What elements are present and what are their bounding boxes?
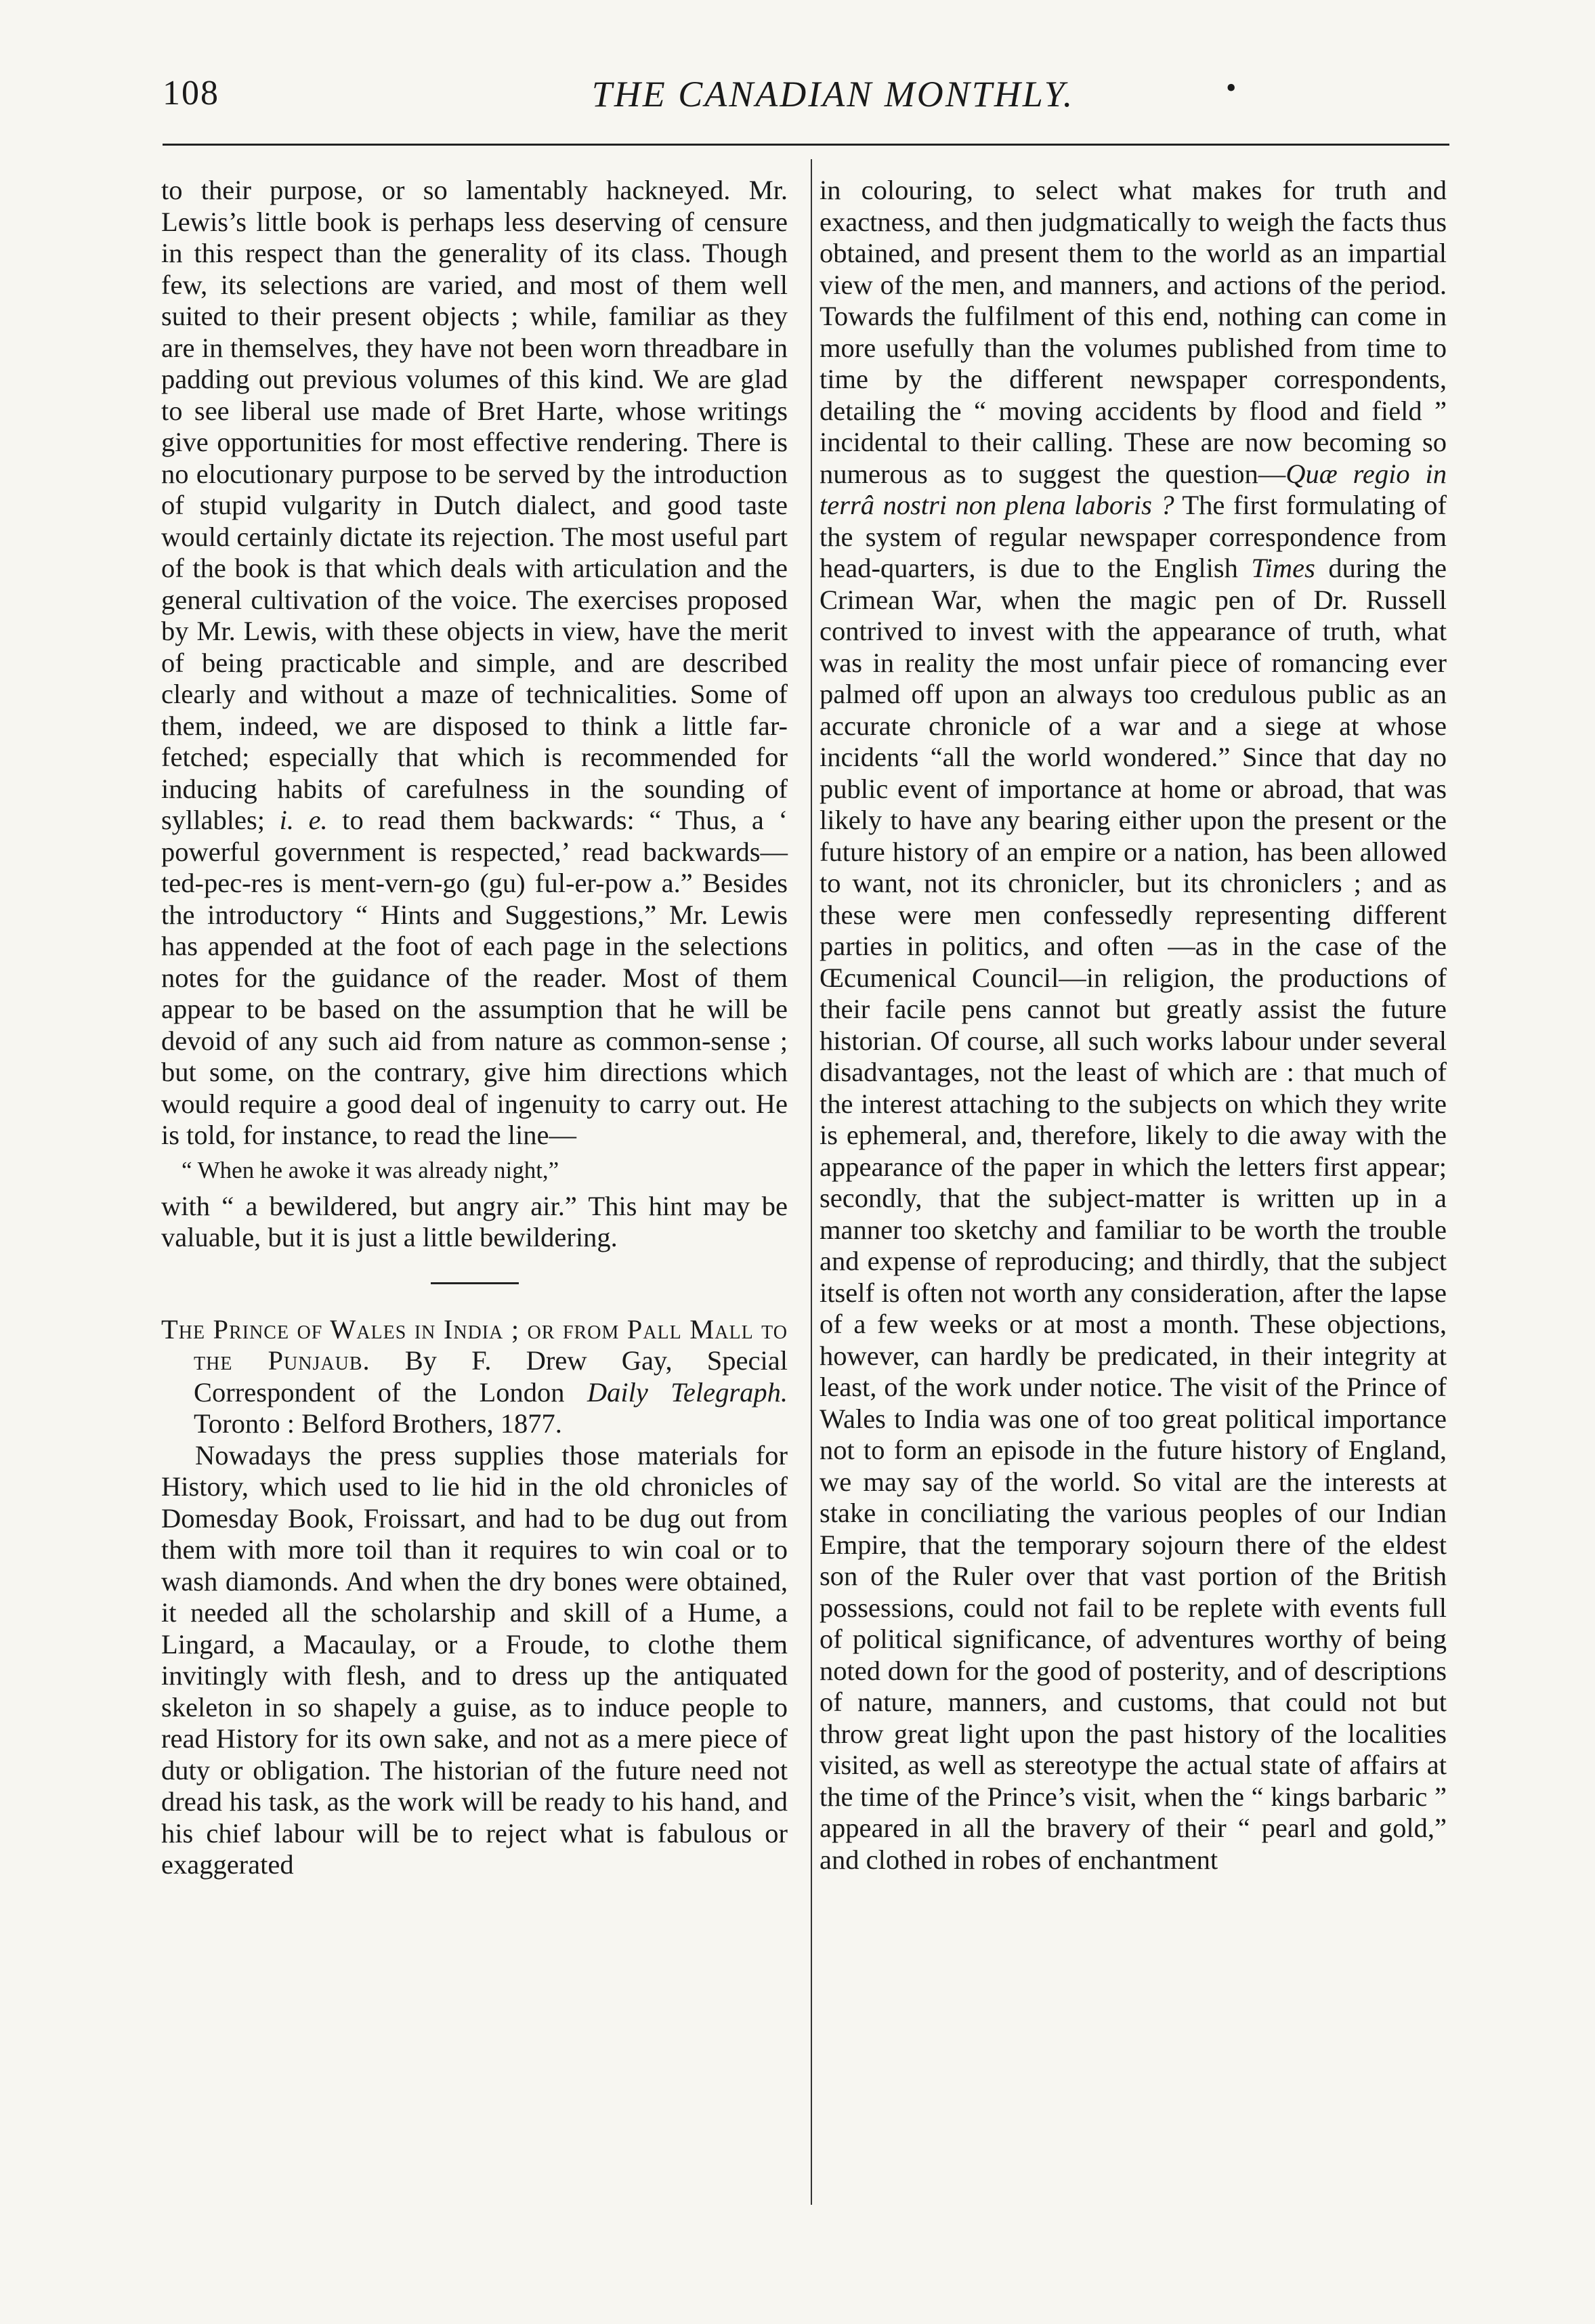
right-column	[820, 175, 1447, 1876]
book-newspaper: Daily Telegraph.	[587, 1376, 788, 1408]
running-title: THE CANADIAN MONTHLY.	[591, 74, 1075, 114]
book-publisher: Toronto : Belford Brothers, 1877.	[194, 1408, 562, 1439]
review-paragraph-continued: to their purpose, or so lamentably hackneyed. Mr. Lewis’s little book is perhaps less deserving of censure in this respect than the generality of its class. Though few, its selections are varied, and most of them well suited to their present objects ; while, familiar as they are in themselves, they have not been worn threadbare in padding out previous volumes of this kind. We are glad to see liberal use made of Bret Harte, whose writings give opportunities for most effective rendering. There is no elocutionary purpose to be served by the introduction of stupid vulgarity in Dutch dialect, and good taste would certainly dictate its rejection. The most useful part of the book is that which deals with articulation and the general cultivation of the voice. The exercises proposed by Mr. Lewis, with these objects in view, have the merit of being practicable and simple, and are described clearly and without a maze of technicalities. Some of them, indeed, we are disposed to think a little far-fetched; especially that which is recommended for inducing habits of carefulness in the sounding of syllables; i. e. to read them backwards: “ Thus, a ‘ powerful government is respected,’ read backwards—ted-pec-res is ment-vern-go (gu) ful-er-pow a.” Besides the introductory “ Hints and Suggestions,” Mr. Lewis has appended at the foot of each page in the selections notes for the guidance of the reader. Most of them appear to be based on the assumption that he will be devoid of any such aid from nature as common-sense ; but some, on the contrary, give him directions which would require a good deal of ingenuity to carry out. He is told, for instance, to read the line—	[161, 175, 788, 1150]
section-rule	[431, 1282, 519, 1284]
page-header	[163, 73, 1449, 127]
review-body-paragraph: Nowadays the press supplies those materials for History, which used to lie hid in the old chronicles of Domesday Book, Froissart, and had to be dug out from them with more toil than it requires to win coal or to wash diamonds. And when the dry bones were obtained, it needed all the scholarship and skill of a Hume, a Lingard, a Macaulay, or a Froude, to clothe them invitingly with flesh, and to dress up the antiquated skeleton in so shapely a guise, as to induce people to read History for its own sake, and not as a mere piece of duty or obligation. The historian of the future need not dread his task, as the work will be ready to his hand, and his chief labour will be to reject what is fabulous or exaggerated	[161, 1439, 788, 1880]
left-column	[161, 175, 788, 1881]
book-heading	[161, 1314, 788, 1440]
column-divider	[811, 159, 812, 2205]
header-dot: •	[1226, 71, 1237, 104]
review-body-continued: in colouring, to select what makes for truth and exactness, and then judgmatically to weigh the facts thus obtained, and present them to the world as an impartial view of the men, and manners, and actions of the period. Towards the fulfilment of this end, nothing can come in more usefully than the volumes published from time to time by the different newspaper correspondents, detailing the “ moving accidents by flood and field ” incidental to their calling. These are now becoming so numerous as to suggest the question—Quæ regio in terrâ nostri non plena laboris ? The first formulating of the system of regular newspaper correspondence from head-quarters, is due to the English Times during the Crimean War, when the magic pen of Dr. Russell contrived to invest with the appearance of truth, what was in reality the most unfair piece of romancing ever palmed off upon an always too credulous public as an accurate chronicle of a war and a siege at whose incidents “all the world wondered.” Since that day no public event of importance at home or abroad, that was likely to have any bearing either upon the present or the future history of an empire or a nation, has been allowed to want, not its chronicler, but its chroniclers ; and as these were men confessedly representing different parties in politics, and often —as in the case of the Œcumenical Council—in religion, the productions of their facile pens cannot but greatly assist the future historian. Of course, all such works labour under several disadvantages, not the least of which are : that much of the interest attaching to the subjects on which they write is ephemeral, and, therefore, likely to die away with the appearance of the paper in which the letters first appear; secondly, that the subject-matter is written up in a manner too sketchy and familiar to be worth the trouble and expense of reproducing; and thirdly, that the subject itself is often not worth any consideration, after the lapse of a few weeks or at most a month. These objections, however, can hardly be predicated, in their integrity at least, of the work under notice. The visit of the Prince of Wales to India was one of too great political importance not to form an episode in the future history of England, we may say of the world. So vital are the interests at stake in conciliating the various peoples of our Indian Empire, that the temporary sojourn there of the eldest son of the Ruler over that vast portion of the British possessions, could not fail to be replete with events full of political significance, of adventures worthy of being noted down for the good of posterity, and of descriptions of nature, manners, and customs, that could not but throw great light upon the past history of the localities visited, as well as stereotype the actual state of affairs at the time of the Prince’s visit, when the “ kings barbaric ” appeared in all the bravery of their “ pearl and gold,” and clothed in robes of enchantment	[820, 175, 1447, 1875]
times-newspaper: Times	[1251, 553, 1315, 583]
header-rule	[163, 144, 1449, 146]
book-byline: By F. Drew Gay, Special Correspondent of the London	[194, 1345, 788, 1408]
book-title: The Prince of Wales in India ; or from Pall Mall to the Punjaub.	[161, 1313, 788, 1376]
latin-quote: Quæ regio in terrâ nostri non plena laboris ?	[820, 458, 1447, 520]
page-number: 108	[163, 74, 219, 112]
ie-abbreviation: i. e.	[279, 805, 328, 835]
quoted-verse-line: “ When he awoke it was already night,”	[182, 1156, 559, 1183]
review-closing-paragraph: with “ a bewildered, but angry air.” This hint may be valuable, but it is just a little bewildering.	[161, 1190, 788, 1252]
